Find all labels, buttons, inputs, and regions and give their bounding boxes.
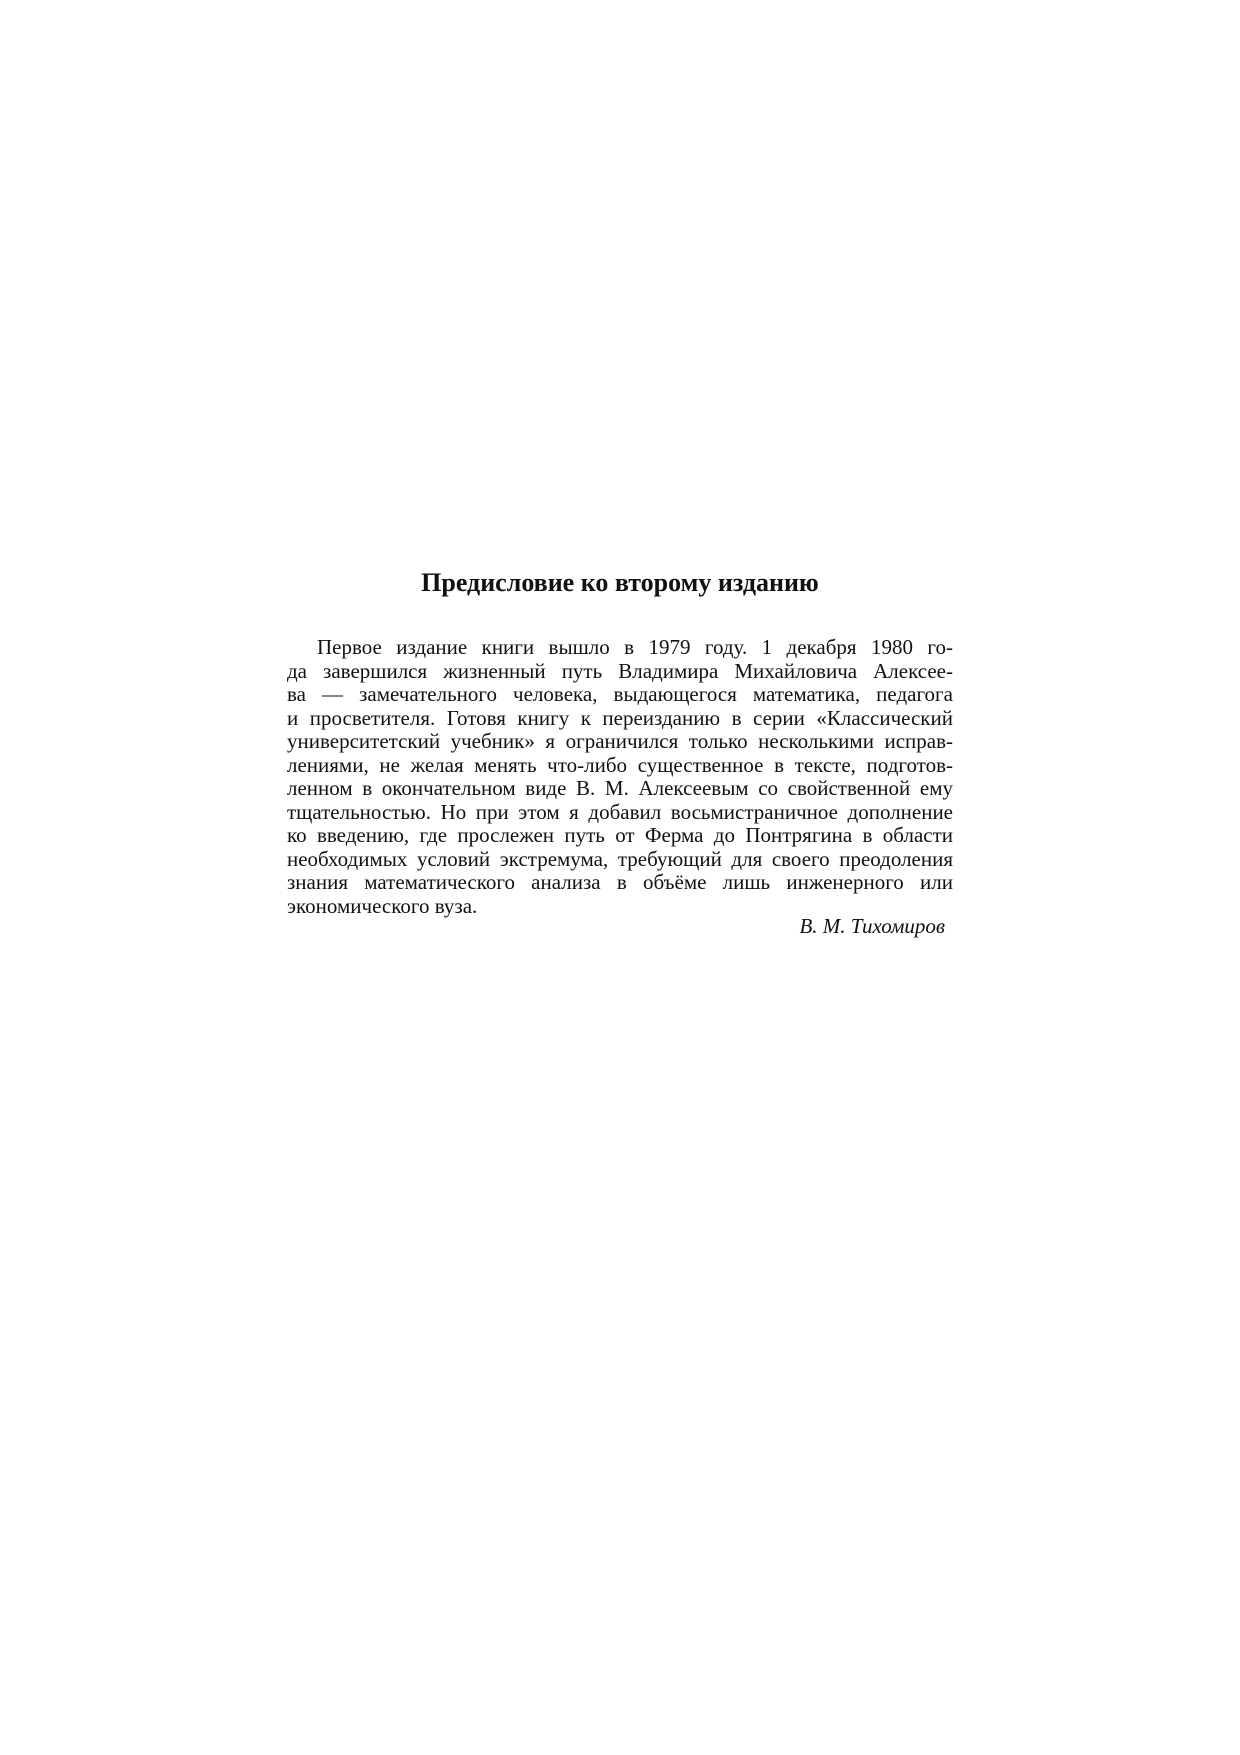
paragraph-line: университетский учебник» я ограничился только несколькими исправ- xyxy=(287,729,953,753)
paragraph-line: ленном в окончательном виде В. М. Алексеевым со свойственной ему xyxy=(287,776,953,800)
paragraph-line: ко введению, где прослежен путь от Ферма до Понтрягина в области xyxy=(287,823,953,847)
preface-paragraph xyxy=(287,636,953,918)
author-signature: В. М. Тихомиров xyxy=(799,914,945,938)
page-title: Предисловие ко второму изданию xyxy=(421,568,819,597)
paragraph-line: необходимых условий экстремума, требующий для своего преодоления xyxy=(287,846,953,871)
paragraph-line: тщательностью. Но при этом я добавил восьмистраничное дополнение xyxy=(287,799,953,824)
paragraph-line: да завершился жизненный путь Владимира Михайловича Алексее- xyxy=(287,658,953,683)
paragraph-line: и просветителя. Готовя книгу к переизданию в серии «Классический xyxy=(287,705,953,730)
paragraph-line: экономического вуза. xyxy=(287,893,478,918)
paragraph-line: знания математического анализа в объёме лишь инженерного или xyxy=(287,870,953,894)
paragraph-line: лениями, не желая менять что-либо существенное в тексте, подготов- xyxy=(287,752,953,777)
paragraph-line: ва — замечательного человека, выдающегося математика, педагога xyxy=(287,682,953,706)
paragraph-line: Первое издание книги вышло в 1979 году. 1 декабря 1980 го- xyxy=(317,635,953,659)
